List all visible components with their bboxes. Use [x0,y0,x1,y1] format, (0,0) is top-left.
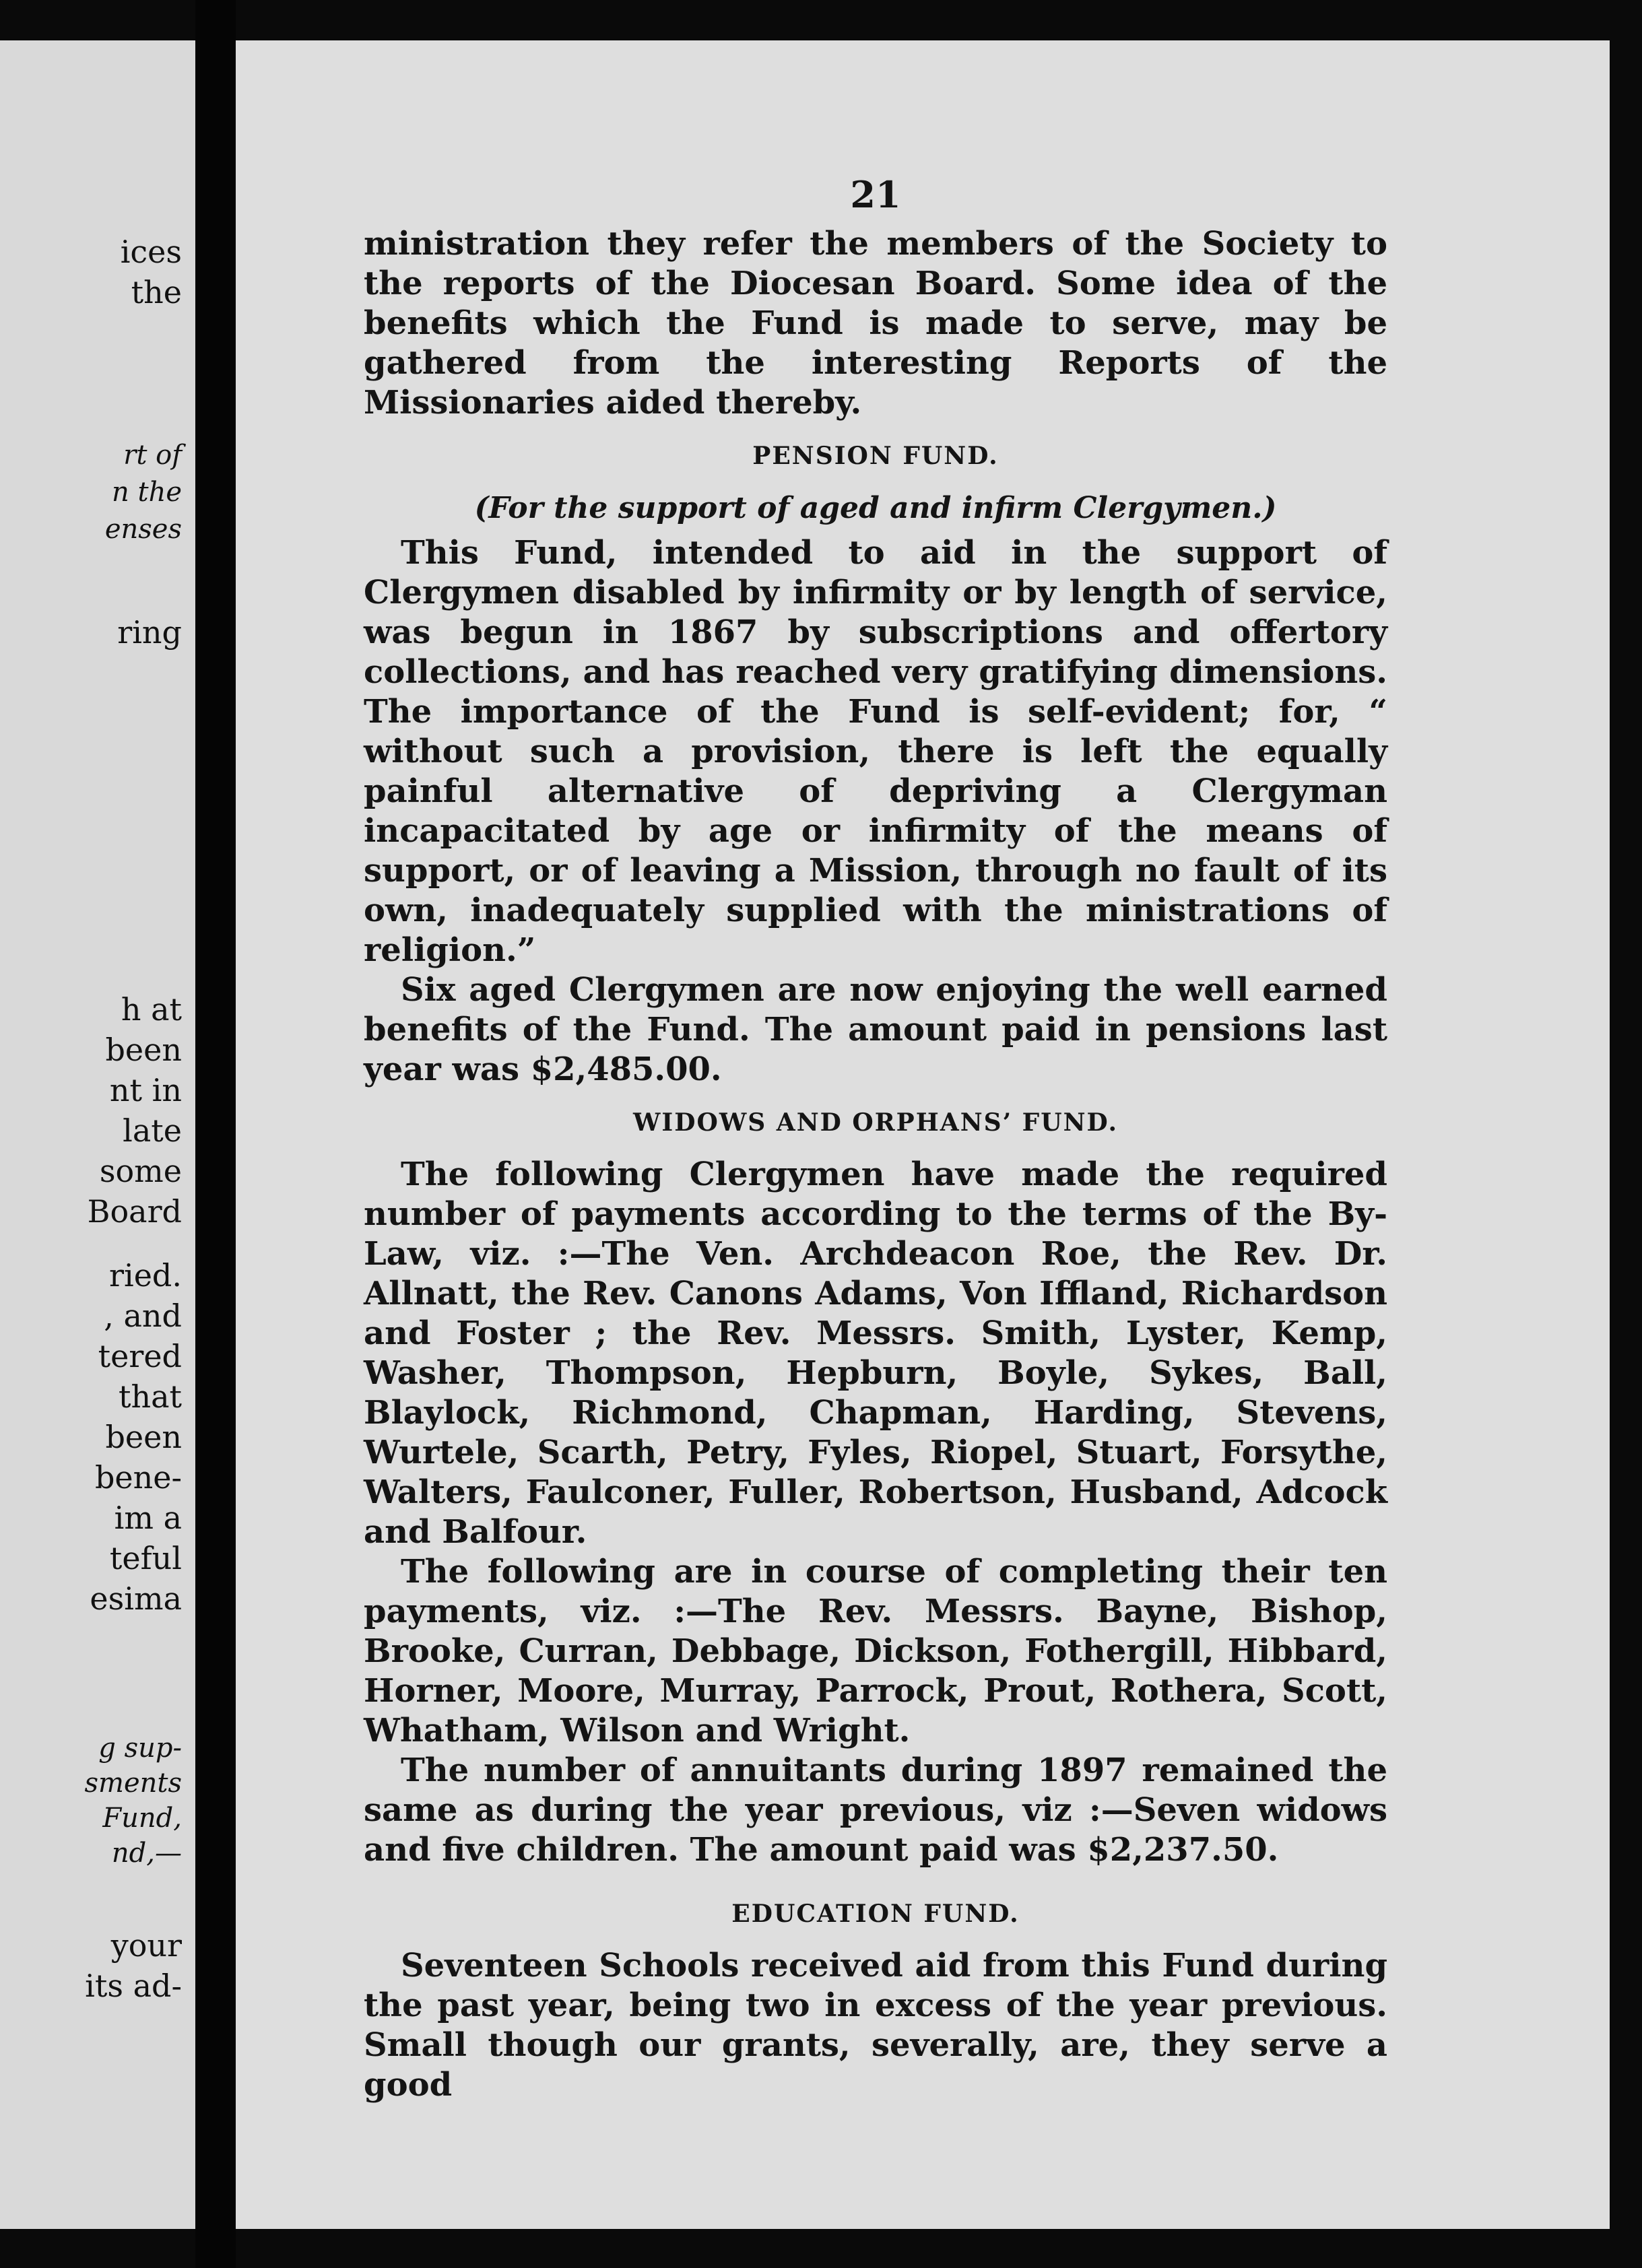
facing-page-text-fragment: tered [98,1338,182,1374]
facing-page-fragment [0,40,195,2229]
facing-page-text-fragment: nt in [109,1072,182,1108]
facing-page-text-fragment: enses [104,514,182,545]
page-content [364,175,1387,2105]
facing-page-text-fragment: g sup- [98,1733,182,1764]
facing-page-text-fragment: late [123,1112,182,1149]
facing-page-text-fragment: been [105,1419,182,1455]
education-fund-heading: EDUCATION FUND. [731,1900,1020,1928]
facing-page-text-fragment: been [105,1032,182,1068]
facing-page-text-fragment: ring [117,614,182,651]
pension-fund-heading: PENSION FUND. [752,442,999,470]
pension-paragraph-2: Six aged Clergymen are now enjoying the well earned benefits of the Fund. The amount paid in pensions last year was $2,485.00. [364,971,1387,1088]
facing-page-text-fragment: esima [90,1580,182,1617]
facing-page-text-fragment: n the [112,477,182,508]
page-number: 21 [850,173,901,216]
facing-page-text-fragment: h at [121,991,182,1028]
facing-page-text-fragment: rt of [123,440,182,471]
facing-page-text-fragment: some [99,1153,182,1189]
facing-page-text-fragment: Board [87,1193,182,1230]
facing-page-text-fragment: ried. [109,1257,182,1294]
education-paragraph-1: Seventeen Schools received aid from this Fund during the past year, being two in excess of the year previous. Small though our grants, severally, are, they serve a good [364,1947,1387,2104]
facing-page-text-fragment: Fund, [102,1803,182,1834]
facing-page-text-fragment: your [110,1927,182,1964]
pension-fund-subheading: (For the support of aged and infirm Clergymen.) [474,491,1277,525]
facing-page-text-fragment: bene- [94,1459,182,1496]
facing-page-text-fragment: , and [104,1298,182,1334]
facing-page-text-fragment: sments [84,1768,182,1799]
pension-paragraph-1: This Fund, intended to aid in the support of Clergymen disabled by infirmity or by length of service, was begun in 1867 by subscriptions and offertory collections, and has reached very gratifying dimensions. The importance of the Fund is self-evident; for, “ without such a provision, there is left the equally painful alternative of depriving a Clergyman incapacitated by age or infirmity of the means of support, or of leaving a Mission, through no fault of its own, inadequately supplied with the ministrations of religion.” [364,534,1387,969]
intro-paragraph: ministration they refer the members of the Society to the reports of the Diocesan Board. Some idea of the benefits which the Fund is made to serve, may be gathered from the interesting Reports of the Missionaries aided thereby. [364,225,1387,422]
facing-page-text-fragment: nd,— [111,1838,182,1869]
facing-page-text-fragment: ices [120,234,182,270]
book-gutter [195,0,236,2268]
facing-page-text-fragment: its ad- [85,1968,182,2004]
facing-page-text-fragment: the [131,274,182,310]
facing-page-text-fragment: that [118,1378,182,1415]
widows-paragraph-2: The following are in course of completing their ten payments, viz. :—The Rev. Messrs. Bayne, Bishop, Brooke, Curran, Debbage, Dickson, Fothergill, Hibbard, Horner, Moore, Murray, Parrock, Prout, Rothera, Scott, Whatham, Wilson and Wright. [364,1553,1387,1749]
facing-page-text-fragment: teful [109,1540,182,1576]
book-page [236,40,1610,2229]
widows-paragraph-1: The following Clergymen have made the required number of payments according to the terms of the By-Law, viz. :—The Ven. Archdeacon Roe, the Rev. Dr. Allnatt, the Rev. Canons Adams, Von Iffland, Richardson and Foster ; the Rev. Messrs. Smith, Lyster, Kemp, Washer, Thompson, Hepburn, Boyle, Sykes, Ball, Blaylock, Richmond, Chapman, Harding, Stevens, Wurtele, Scarth, Petry, Fyles, Riopel, Stuart, Forsythe, Walters, Faulconer, Fuller, Robertson, Husband, Adcock and Balfour. [364,1156,1387,1551]
facing-page-text-fragment: im a [114,1500,182,1536]
widows-orphans-fund-heading: WIDOWS AND ORPHANS’ FUND. [633,1108,1118,1137]
widows-paragraph-3: The number of annuitants during 1897 remained the same as during the year previous, viz :—Seven widows and five children. The amount paid was $2,237.50. [364,1752,1387,1869]
